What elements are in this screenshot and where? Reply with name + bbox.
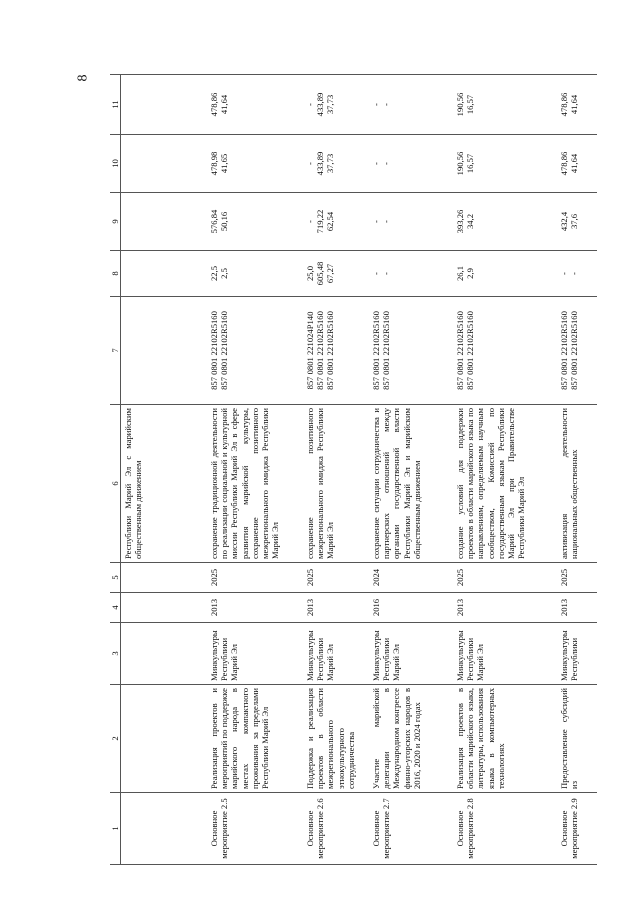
cell-value-line: -: [559, 272, 570, 275]
budget-code-cell: [207, 297, 303, 405]
cell-value-line: 857 0801 221024Р140: [305, 311, 316, 390]
cell-value-line: 37,6: [569, 213, 580, 230]
cell-value-line: 857 0801 22102R5160: [381, 311, 392, 390]
value-cell: [303, 251, 369, 297]
value-cell: [207, 193, 303, 251]
result-cell: Республики Марий Эл с марийским общественным движением: [121, 405, 208, 563]
budget-code-cell: [453, 297, 557, 405]
cell-value-line: -: [305, 103, 316, 106]
executor-cell: Минкультуры Республики Марий Эл: [369, 623, 453, 685]
cell-value-line: -: [371, 103, 382, 106]
value-cell: [121, 75, 208, 135]
start-year-cell: 2016: [369, 593, 453, 623]
cell-value-line: 16,57: [465, 94, 476, 115]
end-year-cell: 2024: [369, 563, 453, 593]
cell-value-line: -: [381, 272, 392, 275]
value-cell: [453, 193, 557, 251]
budget-code-cell: [557, 297, 597, 405]
value-cell: [303, 135, 369, 193]
cell-value-line: 67,27: [325, 263, 336, 284]
cell-value-line: 41,64: [219, 94, 230, 115]
cell-value-line: 50,16: [219, 211, 230, 232]
cell-value-line: 433,89: [315, 151, 326, 176]
measure-name-cell: Реализация проектов в области марийского языка, литературы, использования языка в компьютерных технологиях: [453, 685, 557, 793]
measure-cell: Основное мероприятие 2.5: [207, 793, 303, 865]
column-number-4: 4: [110, 593, 121, 623]
value-cell: [303, 193, 369, 251]
cell-value-line: 478,86: [209, 92, 220, 117]
cell-value-line: 37,73: [325, 153, 336, 174]
result-cell: активизация деятельности национальных общественных: [557, 405, 597, 563]
value-cell: [557, 193, 597, 251]
executor-cell: [121, 623, 208, 685]
table-row: [207, 75, 303, 865]
column-number-1: 1: [110, 793, 121, 865]
value-cell: [453, 75, 557, 135]
cell-value-line: 190,56: [455, 151, 466, 176]
end-year-cell: 2025: [453, 563, 557, 593]
column-number-9: 9: [110, 193, 121, 251]
value-cell: [121, 251, 208, 297]
table-row: [303, 75, 369, 865]
cell-value-line: 41,65: [219, 153, 230, 174]
measure-cell: Основное мероприятие 2.6: [303, 793, 369, 865]
value-cell: [369, 75, 453, 135]
cell-value-line: 26,1: [455, 265, 466, 282]
value-cell: [453, 251, 557, 297]
page-number: 8: [75, 74, 91, 82]
rotated-page-content: [110, 75, 639, 865]
value-cell: [303, 75, 369, 135]
measure-name-cell: Участие марийской делегации в Международном конгрессе финно-угорских народов в 2016, 2020 и 2024 годах: [369, 685, 453, 793]
result-cell: сохранение ситуации сотрудничества и партнерских отношений между органами государственной власти Республики Марий Эл и марийским общественным движением: [369, 405, 453, 563]
column-number-11: 11: [110, 75, 121, 135]
column-number-6: 6: [110, 405, 121, 563]
cell-value-line: 62,54: [325, 211, 336, 232]
end-year-cell: 2025: [557, 563, 597, 593]
value-cell: [369, 135, 453, 193]
column-number-5: 5: [110, 563, 121, 593]
value-cell: [557, 135, 597, 193]
end-year-cell: [121, 563, 208, 593]
measures-table: [110, 74, 597, 865]
executor-cell: Минкультуры Республики Марий Эл: [207, 623, 303, 685]
cell-value-line: -: [371, 272, 382, 275]
result-cell: сохранение традиционной деятельности по реализации социальной и культурной миссии Республики Марий Эл в сфере развития марийской культуры, сохранение позитивного межрегионального имиджа Республики Марий Эл: [207, 405, 303, 563]
value-cell: [369, 193, 453, 251]
cell-value-line: 857 0801 22102R5160: [465, 311, 476, 390]
table-header-row: [110, 75, 121, 865]
start-year-cell: 2013: [557, 593, 597, 623]
cell-value-line: 433,89: [315, 92, 326, 117]
value-cell: [121, 193, 208, 251]
cell-value-line: 25,0: [305, 265, 316, 282]
executor-cell: Минкультуры Республики: [557, 623, 597, 685]
start-year-cell: 2013: [453, 593, 557, 623]
measure-name-cell: [121, 685, 208, 793]
value-cell: [369, 251, 453, 297]
cell-value-line: 190,56: [455, 92, 466, 117]
measure-name-cell: Реализация проектов и мероприятий по поддержке марийского народа в местах компактного проживания за пределами Республики Марий Эл: [207, 685, 303, 793]
measure-cell: Основное мероприятие 2.8: [453, 793, 557, 865]
measure-cell: Основное мероприятие 2.9: [557, 793, 597, 865]
cell-value-line: -: [371, 162, 382, 165]
measure-cell: [121, 793, 208, 865]
cell-value-line: 857 0801 22102R5160: [455, 311, 466, 390]
cell-value-line: 857 0801 22102R5160: [371, 311, 382, 390]
cell-value-line: 34,2: [465, 213, 476, 230]
measure-name-cell: Поддержка и реализация проектов в области межрегионального этнокультурного сотрудничества: [303, 685, 369, 793]
executor-cell: Минкультуры Республики Марий Эл: [453, 623, 557, 685]
cell-value-line: 857 0801 22102R5160: [569, 311, 580, 390]
cell-value-line: 719,22: [315, 209, 326, 234]
value-cell: [557, 75, 597, 135]
cell-value-line: 22,5: [209, 265, 220, 282]
column-number-2: 2: [110, 685, 121, 793]
cell-value-line: 478,86: [559, 92, 570, 117]
column-number-10: 10: [110, 135, 121, 193]
value-cell: [557, 251, 597, 297]
cell-value-line: 857 0801 22102R5160: [209, 311, 220, 390]
table-row: [557, 75, 597, 865]
value-cell: [121, 135, 208, 193]
budget-code-cell: [369, 297, 453, 405]
column-number-7: 7: [110, 297, 121, 405]
column-number-3: 3: [110, 623, 121, 685]
end-year-cell: 2025: [207, 563, 303, 593]
cell-value-line: 2,5: [219, 268, 230, 279]
cell-value-line: -: [381, 220, 392, 223]
budget-code-cell: [121, 297, 208, 405]
value-cell: [207, 75, 303, 135]
cell-value-line: -: [305, 162, 316, 165]
cell-value-line: 393,26: [455, 209, 466, 234]
measure-cell: Основное мероприятие 2.7: [369, 793, 453, 865]
value-cell: [207, 251, 303, 297]
result-cell: сохранение позитивного межрегионального имиджа Республики Марий Эл: [303, 405, 369, 563]
start-year-cell: 2013: [303, 593, 369, 623]
budget-code-cell: [303, 297, 369, 405]
executor-cell: Минкультуры Республики Марий Эл: [303, 623, 369, 685]
cell-value-line: -: [381, 103, 392, 106]
cell-value-line: -: [569, 272, 580, 275]
value-cell: [453, 135, 557, 193]
cell-value-line: 2,9: [465, 268, 476, 279]
cell-value-line: 41,64: [569, 94, 580, 115]
table-row: [369, 75, 453, 865]
start-year-cell: 2013: [207, 593, 303, 623]
result-cell: создание условий для поддержки проектов в области марийского языка по направлениям, определяемым научным сообществом, Комиссией по государственным языкам Республики Марий Эл при Правительстве Республики Марий Эл: [453, 405, 557, 563]
end-year-cell: 2025: [303, 563, 369, 593]
table-row: [121, 75, 208, 865]
cell-value-line: 41,64: [569, 153, 580, 174]
table-row: [453, 75, 557, 865]
cell-value-line: 857 0801 22102R5160: [325, 311, 336, 390]
start-year-cell: [121, 593, 208, 623]
cell-value-line: 478,98: [209, 151, 220, 176]
cell-value-line: 605,48: [315, 261, 326, 286]
cell-value-line: 478,86: [559, 151, 570, 176]
cell-value-line: 857 0801 22102R5160: [219, 311, 230, 390]
cell-value-line: 432,4: [559, 211, 570, 232]
cell-value-line: 576,84: [209, 209, 220, 234]
cell-value-line: 16,57: [465, 153, 476, 174]
cell-value-line: -: [305, 220, 316, 223]
column-number-8: 8: [110, 251, 121, 297]
cell-value-line: 857 0801 22102R5160: [559, 311, 570, 390]
cell-value-line: 37,73: [325, 94, 336, 115]
cell-value-line: -: [371, 220, 382, 223]
value-cell: [207, 135, 303, 193]
cell-value-line: 857 0801 22102R5160: [315, 311, 326, 390]
measure-name-cell: Предоставление субсидий из: [557, 685, 597, 793]
cell-value-line: -: [381, 162, 392, 165]
